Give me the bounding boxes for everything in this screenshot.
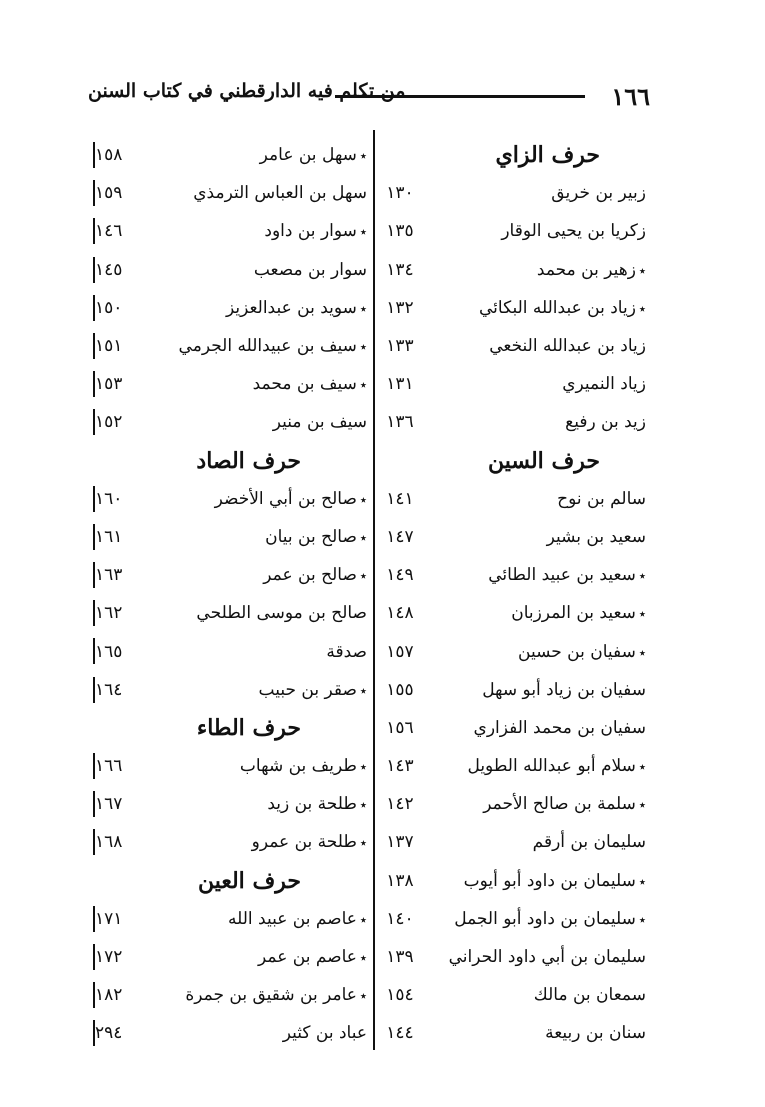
row-separator: [93, 600, 95, 626]
index-entry: [380, 174, 660, 212]
index-entry: [95, 251, 371, 289]
entry-page-number: ١٥٦: [386, 717, 414, 738]
index-entry: [380, 747, 660, 785]
index-entry: [95, 823, 371, 861]
entry-name-wrap: [488, 565, 646, 585]
asterisk-icon: ٭: [638, 798, 646, 814]
entry-name: سفيان بن حسين: [518, 641, 636, 662]
entry-page-number: ١٣٨: [386, 870, 414, 891]
index-entry: [380, 709, 660, 747]
letter-heading: [95, 709, 371, 747]
row-separator: [93, 638, 95, 664]
entry-name-wrap: [534, 985, 646, 1005]
asterisk-icon: ٭: [359, 225, 367, 241]
asterisk-icon: ٭: [359, 760, 367, 776]
entry-page-number: ١٥٢: [95, 412, 123, 433]
entry-page-number: ١٥٣: [95, 374, 123, 395]
index-entry: [95, 632, 371, 670]
asterisk-icon: ٭: [638, 263, 646, 279]
row-separator: [93, 142, 95, 168]
entry-name-wrap: [501, 221, 646, 241]
row-separator: [93, 906, 95, 932]
entry-name-wrap: [464, 871, 646, 891]
column-divider: [373, 130, 375, 1050]
entry-page-number: ١٥٠: [95, 297, 123, 318]
row-separator: [93, 753, 95, 779]
asterisk-icon: ٭: [359, 149, 367, 165]
entry-name: سليمان بن أرقم: [532, 832, 646, 853]
index-entry: [380, 212, 660, 250]
index-entry: [95, 785, 371, 823]
entry-page-number: ١٤٣: [386, 756, 414, 777]
letter-heading: [95, 862, 371, 900]
entry-page-number: ١٨٢: [95, 985, 123, 1006]
entry-name: عاصم بن عبيد الله: [227, 908, 357, 929]
entry-name-wrap: [215, 489, 367, 509]
entry-name: سليمان بن داود أبو الجمل: [454, 908, 636, 929]
index-entry: [95, 480, 371, 518]
asterisk-icon: ٭: [359, 951, 367, 967]
row-separator: [93, 982, 95, 1008]
asterisk-icon: ٭: [638, 569, 646, 585]
left-column: [95, 136, 371, 1053]
row-separator: [93, 562, 95, 588]
letter-heading-text: حرف الطاء: [196, 714, 301, 741]
entry-name: صقر بن حبيب: [258, 679, 357, 700]
entry-page-number: ١٦٤: [95, 679, 123, 700]
entry-name: سعيد بن عبيد الطائي: [488, 565, 636, 586]
entry-name: سيف بن منير: [272, 412, 367, 433]
right-column: [380, 136, 660, 1053]
index-entry: [95, 671, 371, 709]
entry-page-number: ١٤٩: [386, 565, 414, 586]
asterisk-icon: ٭: [638, 874, 646, 890]
entry-name-wrap: [254, 260, 367, 280]
entry-name: سلام أبو عبدالله الطويل: [467, 756, 636, 777]
entry-name: سيف بن محمد: [252, 374, 357, 395]
row-separator: [93, 218, 95, 244]
entry-name-wrap: [259, 680, 367, 700]
row-separator: [93, 180, 95, 206]
entry-page-number: ١٣٤: [386, 259, 414, 280]
index-entry: [95, 594, 371, 632]
entry-page-number: ٢٩٤: [95, 1023, 123, 1044]
entry-name-wrap: [454, 909, 646, 929]
letter-heading: [380, 442, 660, 480]
letter-heading: [95, 442, 371, 480]
index-entry: [380, 900, 660, 938]
asterisk-icon: ٭: [359, 301, 367, 317]
entry-name-wrap: [489, 336, 646, 356]
row-separator: [93, 257, 95, 283]
entry-name-wrap: [518, 642, 646, 662]
entry-page-number: ١٤١: [386, 488, 414, 509]
entry-name-wrap: [260, 145, 367, 165]
asterisk-icon: ٭: [359, 492, 367, 508]
entry-name: سمعان بن مالك: [533, 985, 646, 1006]
asterisk-icon: ٭: [359, 683, 367, 699]
entry-name: سنان بن ربيعة: [545, 1023, 646, 1044]
page-number: ١٦٦: [611, 82, 650, 111]
index-entry: [95, 747, 371, 785]
asterisk-icon: ٭: [638, 607, 646, 623]
entry-name-wrap: [253, 374, 367, 394]
index-entry: [380, 365, 660, 403]
entry-name: طريف بن شهاب: [239, 756, 357, 777]
row-separator: [93, 829, 95, 855]
index-entry: [380, 632, 660, 670]
entry-name: زياد النميري: [562, 374, 646, 395]
index-entry: [380, 938, 660, 976]
entry-page-number: ١٥٨: [95, 145, 123, 166]
entry-name-wrap: [565, 412, 646, 432]
entry-page-number: ١٥٤: [386, 985, 414, 1006]
entry-page-number: ١٦٦: [95, 756, 123, 777]
entry-name: صالح بن أبي الأخضر: [214, 488, 357, 509]
entry-page-number: ١٣٢: [386, 297, 414, 318]
entry-page-number: ١٦٣: [95, 565, 123, 586]
entry-name: عامر بن شقيق بن جمرة: [185, 985, 357, 1006]
entry-name-wrap: [283, 1023, 367, 1043]
index-entry: [380, 289, 660, 327]
entry-name-wrap: [240, 756, 367, 776]
entry-name-wrap: [562, 374, 646, 394]
entry-name-wrap: [557, 489, 646, 509]
entry-page-number: ١٤٧: [386, 526, 414, 547]
asterisk-icon: ٭: [359, 340, 367, 356]
letter-heading: [380, 136, 660, 174]
entry-name: سالم بن نوح: [557, 488, 646, 509]
entry-page-number: ١٥١: [95, 336, 123, 357]
entry-name: سلمة بن صالح الأحمر: [483, 794, 636, 815]
entry-page-number: ١٥٩: [95, 183, 123, 204]
letter-heading-text: حرف الزاي: [495, 142, 600, 169]
index-entry: [380, 327, 660, 365]
entry-page-number: ١٦١: [95, 526, 123, 547]
index-entry: [380, 1014, 660, 1052]
index-entry: [380, 976, 660, 1014]
index-entry: [95, 518, 371, 556]
entry-page-number: ١٦٠: [95, 488, 123, 509]
entry-page-number: ١٧١: [95, 908, 123, 929]
entry-name: طلحة بن زيد: [267, 794, 357, 815]
entry-page-number: ١٤٠: [386, 908, 414, 929]
entry-page-number: ١٣٧: [386, 832, 414, 853]
index-entry: [380, 556, 660, 594]
entry-name-wrap: [258, 947, 367, 967]
entry-name: زياد بن عبدالله البكائي: [478, 297, 636, 318]
index-entry: [95, 976, 371, 1014]
asterisk-icon: ٭: [359, 569, 367, 585]
entry-name-wrap: [326, 642, 367, 662]
entry-name-wrap: [263, 565, 367, 585]
index-entry: [380, 480, 660, 518]
entry-name: سهل بن عامر: [259, 145, 357, 166]
row-separator: [93, 791, 95, 817]
entry-page-number: ١٣٣: [386, 336, 414, 357]
entry-page-number: ١٦٨: [95, 832, 123, 853]
letter-heading-text: حرف السين: [487, 447, 600, 474]
entry-name: سويد بن عبدالعزيز: [225, 297, 357, 318]
row-separator: [93, 524, 95, 550]
entry-page-number: ١٧٢: [95, 947, 123, 968]
row-separator: [93, 409, 95, 435]
entry-name-wrap: [273, 412, 367, 432]
entry-name-wrap: [474, 718, 646, 738]
index-entry: [95, 136, 371, 174]
entry-page-number: ١٣١: [386, 374, 414, 395]
index-entry: [380, 823, 660, 861]
row-separator: [93, 295, 95, 321]
entry-name: سليمان بن داود أبو أيوب: [463, 870, 636, 891]
entry-name: سهل بن العباس الترمذي: [193, 183, 367, 204]
entry-name-wrap: [193, 183, 367, 203]
asterisk-icon: ٭: [359, 530, 367, 546]
asterisk-icon: ٭: [359, 912, 367, 928]
asterisk-icon: ٭: [638, 645, 646, 661]
entry-name: عباد بن كثير: [282, 1023, 367, 1044]
entry-name-wrap: [511, 603, 646, 623]
entry-name-wrap: [252, 832, 367, 852]
index-entry: [95, 212, 371, 250]
entry-page-number: ١٦٢: [95, 603, 123, 624]
entry-name-wrap: [267, 794, 367, 814]
entry-name: سفيان بن زياد أبو سهل: [482, 679, 646, 700]
entry-page-number: ١٣٥: [386, 221, 414, 242]
entry-name: زبير بن خريق: [551, 183, 646, 204]
row-separator: [93, 486, 95, 512]
entry-name-wrap: [547, 527, 646, 547]
index-entry: [380, 251, 660, 289]
entry-name: سوار بن مصعب: [253, 259, 367, 280]
asterisk-icon: ٭: [359, 836, 367, 852]
index-entry: [95, 403, 371, 441]
entry-name: زكريا بن يحيى الوقار: [501, 221, 646, 242]
entry-page-number: ١٤٨: [386, 603, 414, 624]
index-entry: [95, 556, 371, 594]
entry-name-wrap: [482, 680, 646, 700]
entry-name-wrap: [479, 298, 646, 318]
asterisk-icon: ٭: [638, 760, 646, 776]
entry-name: زياد بن عبدالله النخعي: [489, 336, 646, 357]
entry-page-number: ١٤٥: [95, 259, 123, 280]
entry-name: سفيان بن محمد الفزاري: [473, 717, 646, 738]
running-title: من تكلم فيه الدارقطني في كتاب السنن: [88, 80, 406, 102]
index-entry: [95, 900, 371, 938]
asterisk-icon: ٭: [359, 989, 367, 1005]
entry-page-number: ١٦٥: [95, 641, 123, 662]
entry-name: صالح بن بيان: [265, 526, 357, 547]
entry-name-wrap: [467, 756, 646, 776]
row-separator: [93, 944, 95, 970]
entry-page-number: ١٥٥: [386, 679, 414, 700]
index-entry: [95, 1014, 371, 1052]
entry-name-wrap: [179, 336, 367, 356]
letter-heading-text: حرف العين: [197, 867, 301, 894]
index-entry: [380, 518, 660, 556]
entry-name-wrap: [537, 260, 646, 280]
entry-name: سعيد بن بشير: [546, 526, 646, 547]
page-header: [80, 78, 658, 118]
entry-name: طلحة بن عمرو: [251, 832, 357, 853]
entry-name: صالح بن موسى الطلحي: [196, 603, 367, 624]
entry-name: صدقة: [326, 641, 367, 662]
index-entry: [95, 289, 371, 327]
entry-name-wrap: [226, 298, 367, 318]
entry-page-number: ١٣٩: [386, 947, 414, 968]
index-entry: [380, 403, 660, 441]
index-entry: [380, 594, 660, 632]
entry-name-wrap: [551, 183, 646, 203]
index-entry: [380, 862, 660, 900]
index-entry: [380, 785, 660, 823]
entry-name: سيف بن عبيدالله الجرمي: [178, 336, 357, 357]
entry-page-number: ١٦٧: [95, 794, 123, 815]
row-separator: [93, 677, 95, 703]
index-entry: [95, 174, 371, 212]
row-separator: [93, 333, 95, 359]
entry-page-number: ١٤٢: [386, 794, 414, 815]
entry-name-wrap: [265, 527, 367, 547]
entry-name-wrap: [185, 985, 367, 1005]
entry-name: عاصم بن عمر: [258, 947, 357, 968]
asterisk-icon: ٭: [638, 912, 646, 928]
entry-page-number: ١٣٠: [386, 183, 414, 204]
entry-page-number: ١٤٦: [95, 221, 123, 242]
index-entry: [95, 327, 371, 365]
entry-page-number: ١٥٧: [386, 641, 414, 662]
entry-name-wrap: [228, 909, 367, 929]
entry-name: سوار بن داود: [264, 221, 357, 242]
index-entry: [95, 365, 371, 403]
letter-heading-text: حرف الصاد: [196, 447, 301, 474]
entry-name-wrap: [449, 947, 646, 967]
row-separator: [93, 1020, 95, 1046]
entry-page-number: ١٤٤: [386, 1023, 414, 1044]
entry-name-wrap: [483, 794, 646, 814]
row-separator: [93, 371, 95, 397]
entry-name: سعيد بن المرزبان: [511, 603, 636, 624]
entry-name-wrap: [196, 603, 367, 623]
entry-name-wrap: [533, 832, 646, 852]
entry-name: صالح بن عمر: [263, 565, 357, 586]
asterisk-icon: ٭: [359, 378, 367, 394]
entry-name-wrap: [264, 221, 367, 241]
asterisk-icon: ٭: [359, 798, 367, 814]
asterisk-icon: ٭: [638, 301, 646, 317]
entry-name: زيد بن رفيع: [565, 412, 646, 433]
index-entry: [380, 671, 660, 709]
index-entry: [95, 938, 371, 976]
entry-name: سليمان بن أبي داود الحراني: [448, 947, 646, 968]
entry-name-wrap: [545, 1023, 646, 1043]
entry-page-number: ١٣٦: [386, 412, 414, 433]
entry-name: زهير بن محمد: [536, 259, 636, 280]
